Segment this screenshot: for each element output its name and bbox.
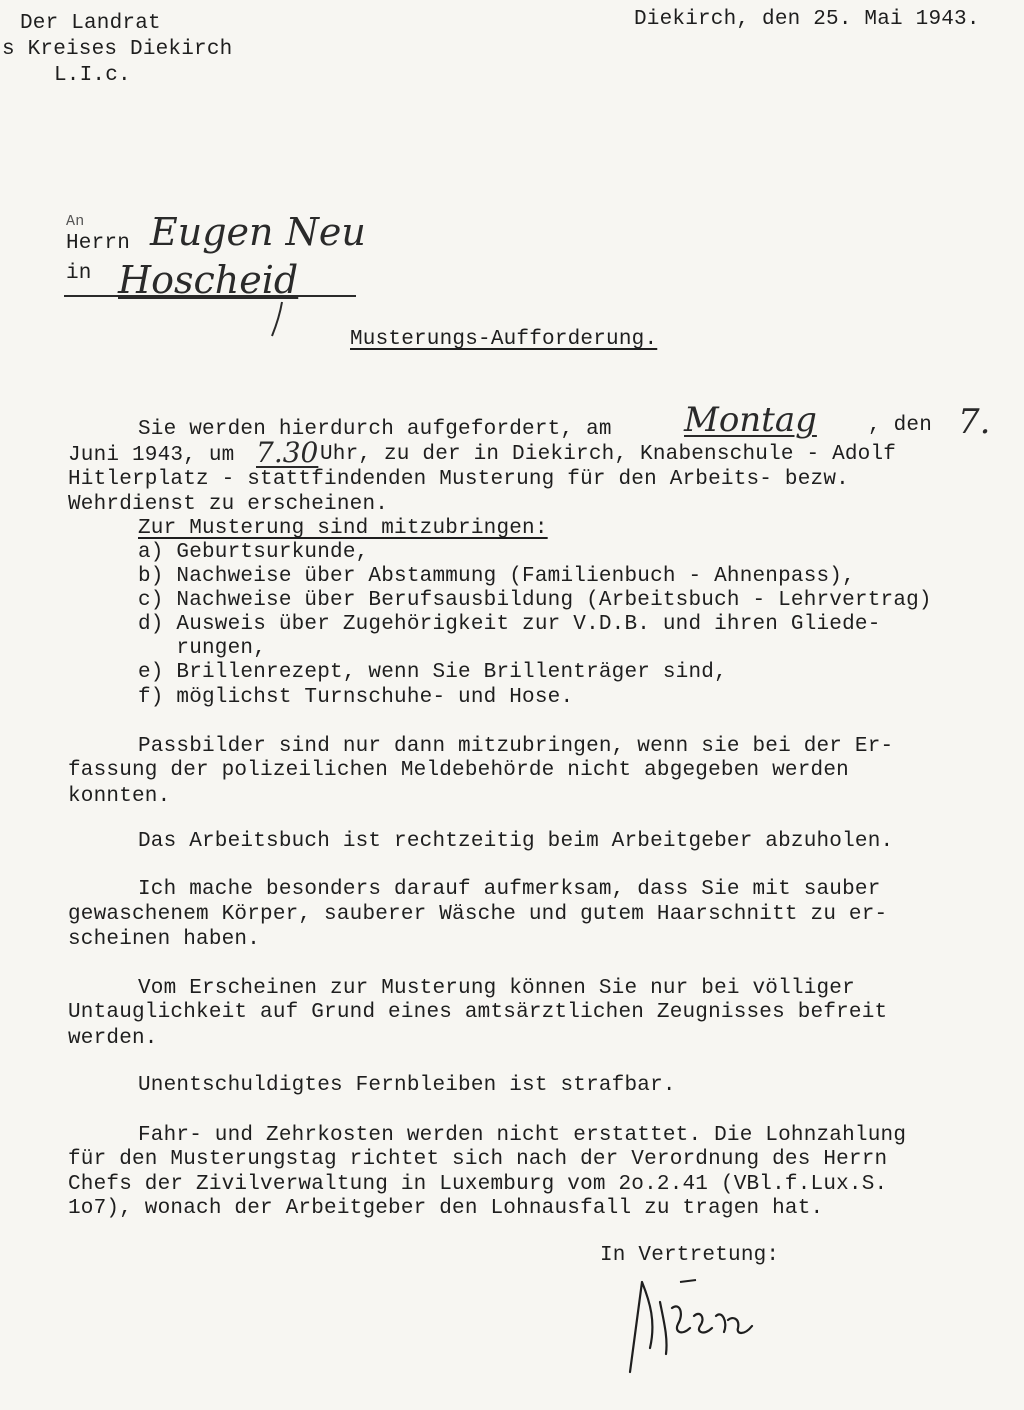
para4-line1: Ich mache besonders darauf aufmerksam, dass Sie mit sauber [138, 878, 881, 901]
para3: Das Arbeitsbuch ist rechtzeitig beim Arbeitgeber abzuholen. [138, 830, 894, 853]
para7-line4: 1o7), wonach der Arbeitgeber den Lohnausfall zu tragen hat. [68, 1197, 824, 1220]
para4-line2: gewaschenem Körper, sauberer Wäsche und gutem Haarschnitt zu er- [68, 903, 888, 926]
sender-line-2: s Kreises Diekirch [2, 38, 233, 61]
para5-line2: Untauglichkeit auf Grund eines amtsärztlichen Zeugnisses befreit [68, 1001, 888, 1024]
signature [620, 1262, 770, 1382]
day-handwritten: Montag [684, 400, 817, 440]
address-herrn: Herrn [66, 232, 131, 255]
list-item-e: e) Brillenrezept, wenn Sie Brillenträger sind, [138, 661, 727, 684]
recipient-place-handwritten: Hoscheid [118, 258, 299, 302]
handwritten-stroke [268, 300, 288, 340]
address-an: An [66, 213, 85, 230]
list-item-b: b) Nachweise über Abstammung (Familienbuch - Ahnenpass), [138, 565, 855, 588]
time-handwritten: 7.30 [256, 436, 319, 469]
date-line: Diekirch, den 25. Mai 1943. [634, 8, 980, 31]
para6: Unentschuldigtes Fernbleiben ist strafbar. [138, 1074, 676, 1097]
para1-line4: Wehrdienst zu erscheinen. [68, 493, 389, 516]
list-item-d: d) Ausweis über Zugehörigkeit zur V.D.B. und ihren Gliede- [138, 613, 881, 636]
date-handwritten: 7. [958, 402, 991, 442]
para7-line2: für den Musterungstag richtet sich nach der Verordnung des Herrn [68, 1148, 888, 1171]
para1-line3: Hitlerplatz - stattfindenden Musterung für den Arbeits- bezw. [68, 468, 849, 491]
address-underline [64, 292, 364, 300]
para2-line1: Passbilder sind nur dann mitzubringen, wenn sie bei der Er- [138, 735, 894, 758]
para5-line1: Vom Erscheinen zur Musterung können Sie nur bei völliger [138, 977, 855, 1000]
para4-line3: scheinen haben. [68, 928, 261, 951]
para1-line2b: Uhr, zu der in Diekirch, Knabenschule - Adolf [320, 443, 897, 466]
list-item-a: a) Geburtsurkunde, [138, 541, 369, 564]
list-intro: Zur Musterung sind mitzubringen: [138, 517, 548, 540]
sender-line-1: Der Landrat [20, 12, 161, 35]
para2-line2: fassung der polizeilichen Meldebehörde nicht abgegeben werden [68, 759, 849, 782]
sender-line-3: L.I.c. [54, 64, 131, 87]
address-in: in [66, 262, 92, 285]
para1-line1a: Sie werden hierdurch aufgefordert, am [138, 418, 612, 441]
para1-line2a: Juni 1943, um [68, 444, 235, 467]
para5-line3: werden. [68, 1027, 158, 1050]
list-item-f: f) möglichst Turnschuhe- und Hose. [138, 686, 574, 709]
recipient-name-handwritten: Eugen Neu [150, 210, 366, 254]
para7-line3: Chefs der Zivilverwaltung in Luxemburg vom 2o.2.41 (VBl.f.Lux.S. [68, 1173, 888, 1196]
para7-line1: Fahr- und Zehrkosten werden nicht erstattet. Die Lohnzahlung [138, 1124, 907, 1147]
para2-line3: konnten. [68, 785, 171, 808]
para1-line1b: , den [868, 414, 933, 437]
list-item-c: c) Nachweise über Berufsausbildung (Arbeitsbuch - Lehrvertrag) [138, 589, 932, 612]
in-vertretung: In Vertretung: [600, 1244, 780, 1267]
list-item-d-cont: rungen, [138, 637, 267, 660]
document-title: Musterungs-Aufforderung. [350, 328, 658, 351]
